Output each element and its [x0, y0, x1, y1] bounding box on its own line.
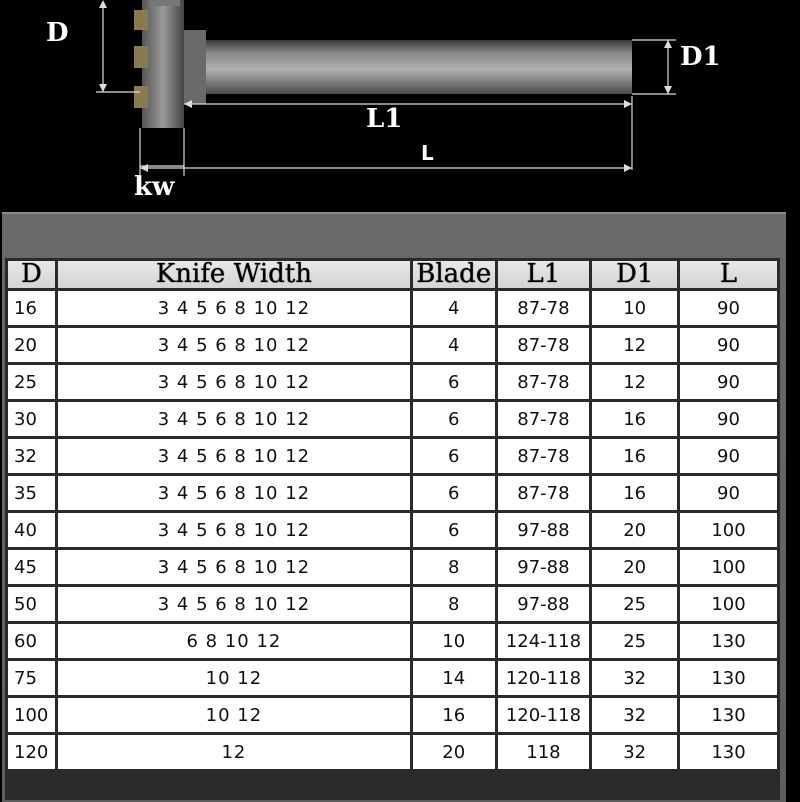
cell-blade: 6 — [413, 476, 495, 510]
cell-l1: 124-118 — [498, 624, 590, 658]
cell-blade: 20 — [413, 735, 495, 769]
table-row — [8, 291, 777, 325]
header-d1: D1 — [592, 261, 677, 288]
cell-blade: 10 — [413, 624, 495, 658]
cell-d1: 32 — [592, 698, 677, 732]
cell-l: 100 — [680, 513, 777, 547]
cell-l: 90 — [680, 291, 777, 325]
table-row — [8, 624, 777, 658]
cell-blade: 16 — [413, 698, 495, 732]
cell-l1: 97-88 — [498, 550, 590, 584]
cutter-diagram — [0, 0, 800, 210]
cell-knife-width: 3 4 5 6 8 10 12 — [58, 291, 410, 325]
cell-l1: 87-78 — [498, 328, 590, 362]
cell-blade: 6 — [413, 513, 495, 547]
table-row — [8, 365, 777, 399]
cell-l: 130 — [680, 661, 777, 695]
cell-d: 35 — [8, 476, 55, 510]
cell-d: 50 — [8, 587, 55, 621]
dimension-label-d1: D1 — [680, 42, 721, 72]
cell-d1: 20 — [592, 513, 677, 547]
spec-table-frame — [5, 258, 780, 800]
cell-l: 90 — [680, 439, 777, 473]
cell-d: 16 — [8, 291, 55, 325]
cell-d: 40 — [8, 513, 55, 547]
header-knife-width: Knife Width — [58, 261, 410, 288]
cell-d: 25 — [8, 365, 55, 399]
cell-l: 130 — [680, 735, 777, 769]
cell-l1: 97-88 — [498, 513, 590, 547]
cell-l1: 87-78 — [498, 476, 590, 510]
header-blade: Blade — [413, 261, 495, 288]
cell-knife-width: 3 4 5 6 8 10 12 — [58, 476, 410, 510]
cell-d: 30 — [8, 402, 55, 436]
spec-table — [5, 258, 780, 772]
cell-l: 90 — [680, 328, 777, 362]
cell-l: 100 — [680, 550, 777, 584]
cell-l1: 97-88 — [498, 587, 590, 621]
table-row — [8, 402, 777, 436]
cell-l: 130 — [680, 698, 777, 732]
table-row — [8, 698, 777, 732]
cell-blade: 14 — [413, 661, 495, 695]
cell-blade: 4 — [413, 328, 495, 362]
cell-blade: 6 — [413, 402, 495, 436]
cell-d: 100 — [8, 698, 55, 732]
cell-l1: 120-118 — [498, 698, 590, 732]
shank-shape — [200, 40, 632, 94]
dimension-label-l1: L1 — [366, 104, 403, 134]
table-row — [8, 328, 777, 362]
cell-d1: 12 — [592, 365, 677, 399]
cell-d1: 16 — [592, 476, 677, 510]
cell-d1: 25 — [592, 624, 677, 658]
cell-knife-width: 3 4 5 6 8 10 12 — [58, 328, 410, 362]
cell-d: 60 — [8, 624, 55, 658]
cell-blade: 6 — [413, 365, 495, 399]
cell-l: 90 — [680, 476, 777, 510]
cell-knife-width: 3 4 5 6 8 10 12 — [58, 365, 410, 399]
cell-blade: 8 — [413, 550, 495, 584]
table-row — [8, 439, 777, 473]
dimension-label-l: L — [421, 141, 434, 165]
cell-l: 90 — [680, 365, 777, 399]
table-header-row — [8, 261, 777, 288]
cell-knife-width: 10 12 — [58, 661, 410, 695]
table-body — [8, 291, 777, 769]
dimension-label-kw: kw — [134, 172, 175, 202]
cell-d: 45 — [8, 550, 55, 584]
cell-blade: 8 — [413, 587, 495, 621]
header-l: L — [680, 261, 777, 288]
cell-knife-width: 3 4 5 6 8 10 12 — [58, 550, 410, 584]
cell-l1: 87-78 — [498, 402, 590, 436]
table-row — [8, 476, 777, 510]
cell-l1: 118 — [498, 735, 590, 769]
header-l1: L1 — [498, 261, 590, 288]
cell-d1: 25 — [592, 587, 677, 621]
cell-knife-width: 3 4 5 6 8 10 12 — [58, 402, 410, 436]
cell-d: 75 — [8, 661, 55, 695]
cell-blade: 6 — [413, 439, 495, 473]
cell-l1: 120-118 — [498, 661, 590, 695]
table-row — [8, 513, 777, 547]
header-d: D — [8, 261, 55, 288]
cell-d1: 16 — [592, 402, 677, 436]
cell-d: 32 — [8, 439, 55, 473]
table-row — [8, 550, 777, 584]
cell-knife-width: 10 12 — [58, 698, 410, 732]
cell-knife-width: 3 4 5 6 8 10 12 — [58, 439, 410, 473]
table-row — [8, 587, 777, 621]
cell-l: 130 — [680, 624, 777, 658]
cell-l1: 87-78 — [498, 291, 590, 325]
cell-d: 20 — [8, 328, 55, 362]
cell-d: 120 — [8, 735, 55, 769]
cell-l1: 87-78 — [498, 439, 590, 473]
cell-l: 90 — [680, 402, 777, 436]
cell-knife-width: 3 4 5 6 8 10 12 — [58, 587, 410, 621]
cell-blade: 4 — [413, 291, 495, 325]
table-row — [8, 735, 777, 769]
cell-knife-width: 12 — [58, 735, 410, 769]
cutter-head-shape — [142, 0, 184, 128]
spec-table-panel — [2, 212, 786, 802]
cell-d1: 32 — [592, 661, 677, 695]
table-row — [8, 661, 777, 695]
cell-knife-width: 6 8 10 12 — [58, 624, 410, 658]
cell-knife-width: 3 4 5 6 8 10 12 — [58, 513, 410, 547]
cell-d1: 10 — [592, 291, 677, 325]
cell-l1: 87-78 — [498, 365, 590, 399]
cell-d1: 32 — [592, 735, 677, 769]
cell-d1: 20 — [592, 550, 677, 584]
cell-l: 100 — [680, 587, 777, 621]
dimension-label-d: D — [46, 18, 69, 48]
cell-d1: 12 — [592, 328, 677, 362]
cell-d1: 16 — [592, 439, 677, 473]
